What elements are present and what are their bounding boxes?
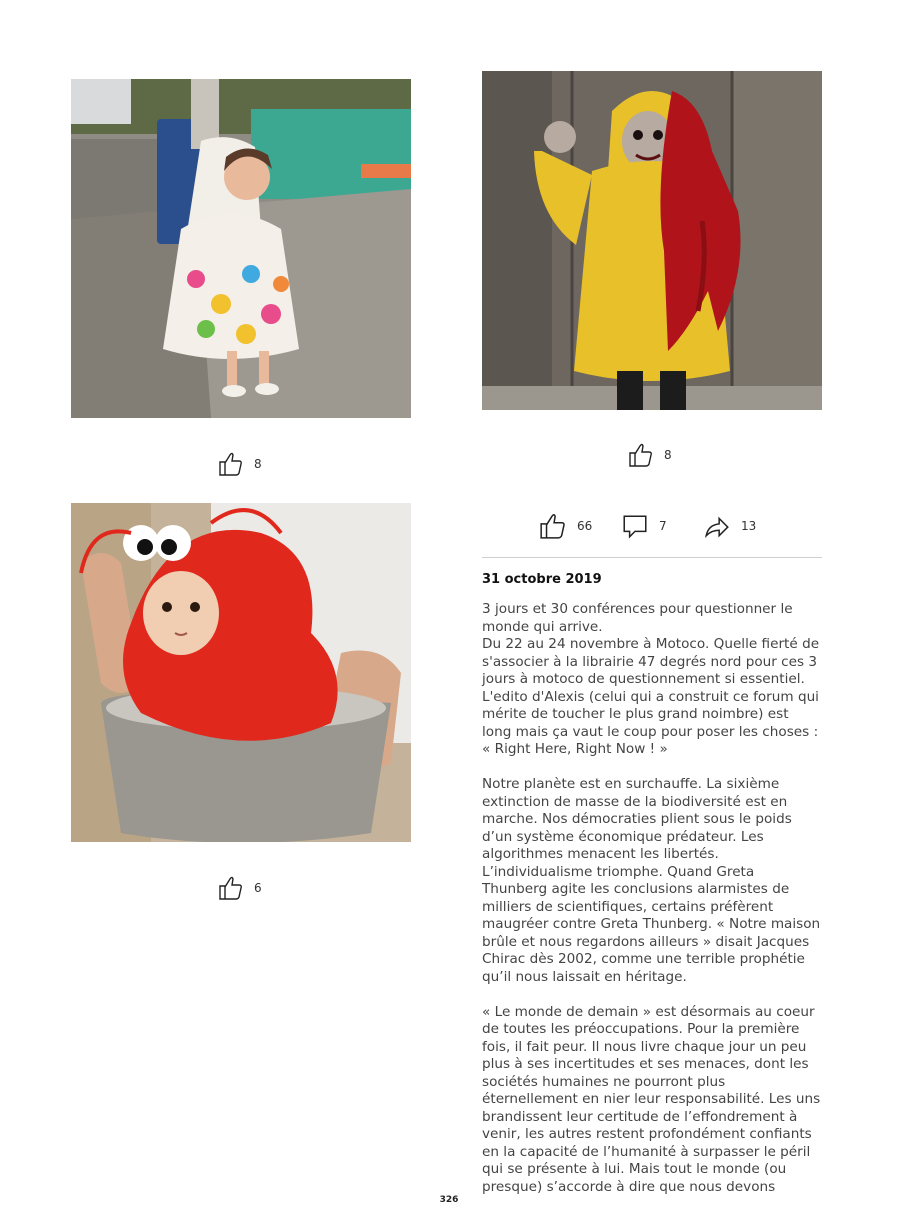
post-action-bar [482,512,822,542]
photo-1-like-count: 8 [254,457,262,471]
post-paragraph: « Le monde de demain » est désormais au coeur de toutes les préoccupations. Pour la première fois, il fait peur. Il nous livre chaque jour un peu plus à ses incertitudes et ses menaces, dont les sociétés humaines ne pourront plus éternellement en nier leur responsabilité. Les uns brandissent leur certitude de l’effondrement à venir, les autres restent profondément confiants en la capacité de l’humanité à surpasser le péril qui se présente à lui. Mais tout le monde (ou presque) s’accorde à dire que nous devons [482,1003,821,1195]
post-share-button[interactable] [703,512,756,540]
comment-bubble-icon [621,512,649,540]
post-share-count: 13 [741,519,757,533]
post-comment-count: 7 [659,519,667,533]
photo-2-like-count: 8 [664,448,672,462]
thumbs-up-icon [218,875,244,901]
post-paragraph: 3 jours et 30 conférences pour questionner le monde qui arrive. Du 22 au 24 novembre à Motoco. Quelle fierté de s'associer à la librairie 47 degrés nord pour ces 3 jours à motoco de questionnement si essentiel. L'edito d'Alexis (celui qui a construit ce forum qui mérite de toucher le plus grand noimbre) est long mais ça vaut le coup pour poser les choses : « Right Here, Right Now ! » [482,601,820,757]
share-arrow-icon [703,512,731,540]
post-comment-button[interactable] [621,512,667,540]
post-body [482,601,822,1214]
thumbs-up-icon [628,442,654,468]
photo-3-likes[interactable] [218,875,262,901]
photo-headless-girl-costume [71,79,411,418]
post-paragraph: Notre planète est en surchauffe. La sixième extinction de masse de la biodiversité est en marche. Nos démocraties plient sous le poids d’un système économique prédateur. Les algorithmes menacent les libertés. L’individualisme triomphe. Quand Greta Thunberg agite les conclusions alarmistes de milliers de scientifiques, certains préfèrent maugréer contre Greta Thunberg. « Notre maison brûle et nous regardons ailleurs » disait Jacques Chirac dès 2002, comme une terrible prophétie qu’il nous laissait en héritage. [482,776,821,985]
photo-2-likes[interactable] [628,442,672,468]
post-divider [482,557,822,558]
thumbs-up-icon [539,512,567,540]
photo-lobster-baby-in-pot [71,503,411,842]
photo-3-like-count: 6 [254,881,262,895]
post-like-button[interactable] [539,512,592,540]
page-number: 326 [439,1195,459,1205]
photo-1-likes[interactable] [218,451,262,477]
photo-bloody-yellow-raincoat [482,71,822,410]
post-like-count: 66 [577,519,593,533]
thumbs-up-icon [218,451,244,477]
post-date: 31 octobre 2019 [482,572,602,587]
